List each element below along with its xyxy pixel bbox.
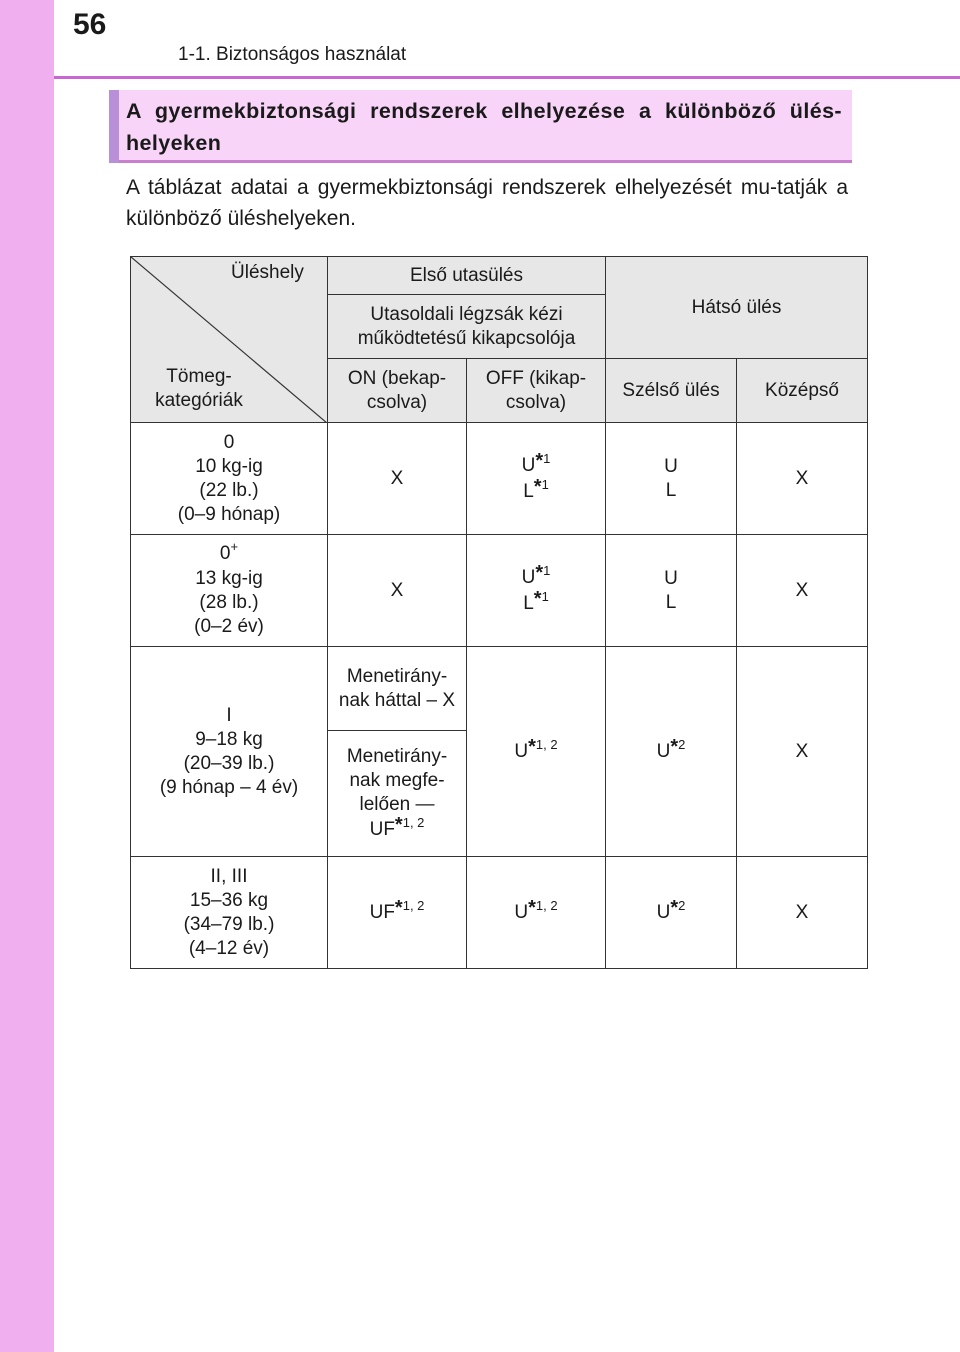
asterisk-icon: * [394, 813, 403, 836]
cell-outer [606, 647, 737, 857]
weight-limit: 13 kg-ig [195, 568, 263, 589]
cell-on-value: UF [369, 901, 395, 923]
weight-group: I [226, 704, 232, 726]
front-seat-header: Első utasülés [328, 257, 606, 295]
corner-seat-label: Üléshely [231, 262, 304, 283]
weight-group: II, III [210, 865, 248, 887]
weight-category-cell [131, 857, 328, 969]
footnote-ref: 2 [678, 897, 686, 913]
cell-on: X [328, 423, 467, 535]
corner-weight-label: Tömeg-kategóriák [155, 366, 243, 411]
cell-off-value: U [514, 740, 529, 762]
cell-middle: X [737, 423, 868, 535]
footnote-ref: 1 [543, 450, 551, 466]
cell-outer-value-1: U [664, 455, 678, 477]
cell-middle: X [737, 857, 868, 969]
asterisk-icon: * [535, 449, 544, 472]
intro-paragraph: A táblázat adatai a gyermekbiztonsági rendszerek elhelyezését mu-tatják a különböző üléshelyeken. [126, 176, 848, 230]
asterisk-icon: * [533, 475, 542, 498]
cell-off-value-2: L [523, 480, 534, 502]
weight-lb: (20–39 lb.) [183, 752, 275, 774]
asterisk-icon: * [528, 896, 536, 919]
section-title: A gyermekbiztonsági rendszerek elhelyezése a különböző ülés-helyeken [126, 99, 842, 155]
header-divider [54, 76, 960, 79]
corner-header-cell [131, 257, 328, 423]
table-row [131, 535, 868, 647]
weight-lb: (22 lb.) [199, 479, 259, 501]
cell-off-value-2: L [523, 592, 534, 614]
weight-limit: 15–36 kg [189, 889, 269, 911]
footnote-ref: 2 [678, 736, 686, 752]
cell-outer-value-2: L [665, 591, 677, 613]
cell-off-value-1: U [521, 454, 536, 476]
cell-off [467, 647, 606, 857]
asterisk-icon: * [670, 735, 679, 758]
footnote-ref: 1 [543, 562, 551, 578]
weight-limit: 10 kg-ig [195, 455, 263, 477]
footnote-ref: 1 [541, 476, 549, 492]
cell-outer-value: U [656, 901, 671, 923]
col-header-off: OFF (kikap-csolva) [467, 359, 606, 423]
age-range: (9 hónap – 4 év) [159, 776, 299, 798]
asterisk-icon: * [670, 896, 679, 919]
cell-outer [606, 857, 737, 969]
weight-group-sup: + [230, 539, 239, 554]
seat-placement-table [130, 256, 868, 969]
cell-outer [606, 423, 737, 535]
cell-off [467, 423, 606, 535]
table-row [131, 423, 868, 535]
footnote-ref: 1, 2 [402, 814, 425, 830]
cell-off [467, 535, 606, 647]
asterisk-icon: * [394, 896, 403, 919]
weight-category-cell [131, 423, 328, 535]
age-range: (4–12 év) [188, 937, 270, 959]
cell-outer-value-2: L [665, 479, 677, 501]
weight-category-cell [131, 535, 328, 647]
age-range: (0–9 hónap) [177, 503, 281, 525]
footnote-ref: 1, 2 [535, 897, 558, 913]
cell-on [328, 857, 467, 969]
cell-middle: X [737, 535, 868, 647]
section-heading-box [109, 90, 852, 163]
cell-on: X [328, 535, 467, 647]
col-header-outer-seat: Szélső ülés [606, 359, 737, 423]
table-row [131, 647, 868, 731]
cell-on-forward-facing [328, 731, 467, 857]
cell-on-rear-facing: Menetirány-nak háttal – X [328, 647, 467, 731]
footnote-ref: 1, 2 [402, 897, 425, 913]
rear-seat-header: Hátsó ülés [606, 257, 868, 359]
airbag-switch-header: Utasoldali légzsák kézi működtetésű kikapcsolója [328, 295, 606, 359]
side-bar [0, 0, 54, 1352]
cell-off [467, 857, 606, 969]
section-accent-bar [109, 90, 119, 163]
weight-category-cell [131, 647, 328, 857]
cell-outer-value: U [656, 740, 671, 762]
forward-facing-value: UF [369, 818, 395, 840]
asterisk-icon: * [528, 735, 536, 758]
page-number: 56 [73, 8, 107, 41]
col-header-middle-seat: Középső [737, 359, 868, 423]
weight-group: 0 [219, 543, 231, 564]
cell-off-value-1: U [521, 566, 536, 588]
weight-group: 0 [223, 431, 235, 453]
cell-middle: X [737, 647, 868, 857]
weight-limit: 9–18 kg [195, 728, 263, 750]
table-row [131, 857, 868, 969]
cell-outer [606, 535, 737, 647]
chapter-header: 1-1. Biztonságos használat [178, 44, 407, 65]
footnote-ref: 1 [541, 588, 549, 604]
cell-off-value: U [514, 901, 529, 923]
forward-facing-label: Menetirány-nak megfe-lelően — [346, 745, 448, 815]
asterisk-icon: * [535, 561, 544, 584]
col-header-on: ON (bekap-csolva) [328, 359, 467, 423]
asterisk-icon: * [533, 587, 542, 610]
weight-lb: (28 lb.) [199, 592, 259, 613]
age-range: (0–2 év) [194, 616, 264, 637]
cell-outer-value-1: U [664, 567, 678, 589]
footnote-ref: 1, 2 [535, 736, 558, 752]
weight-lb: (34–79 lb.) [183, 913, 275, 935]
